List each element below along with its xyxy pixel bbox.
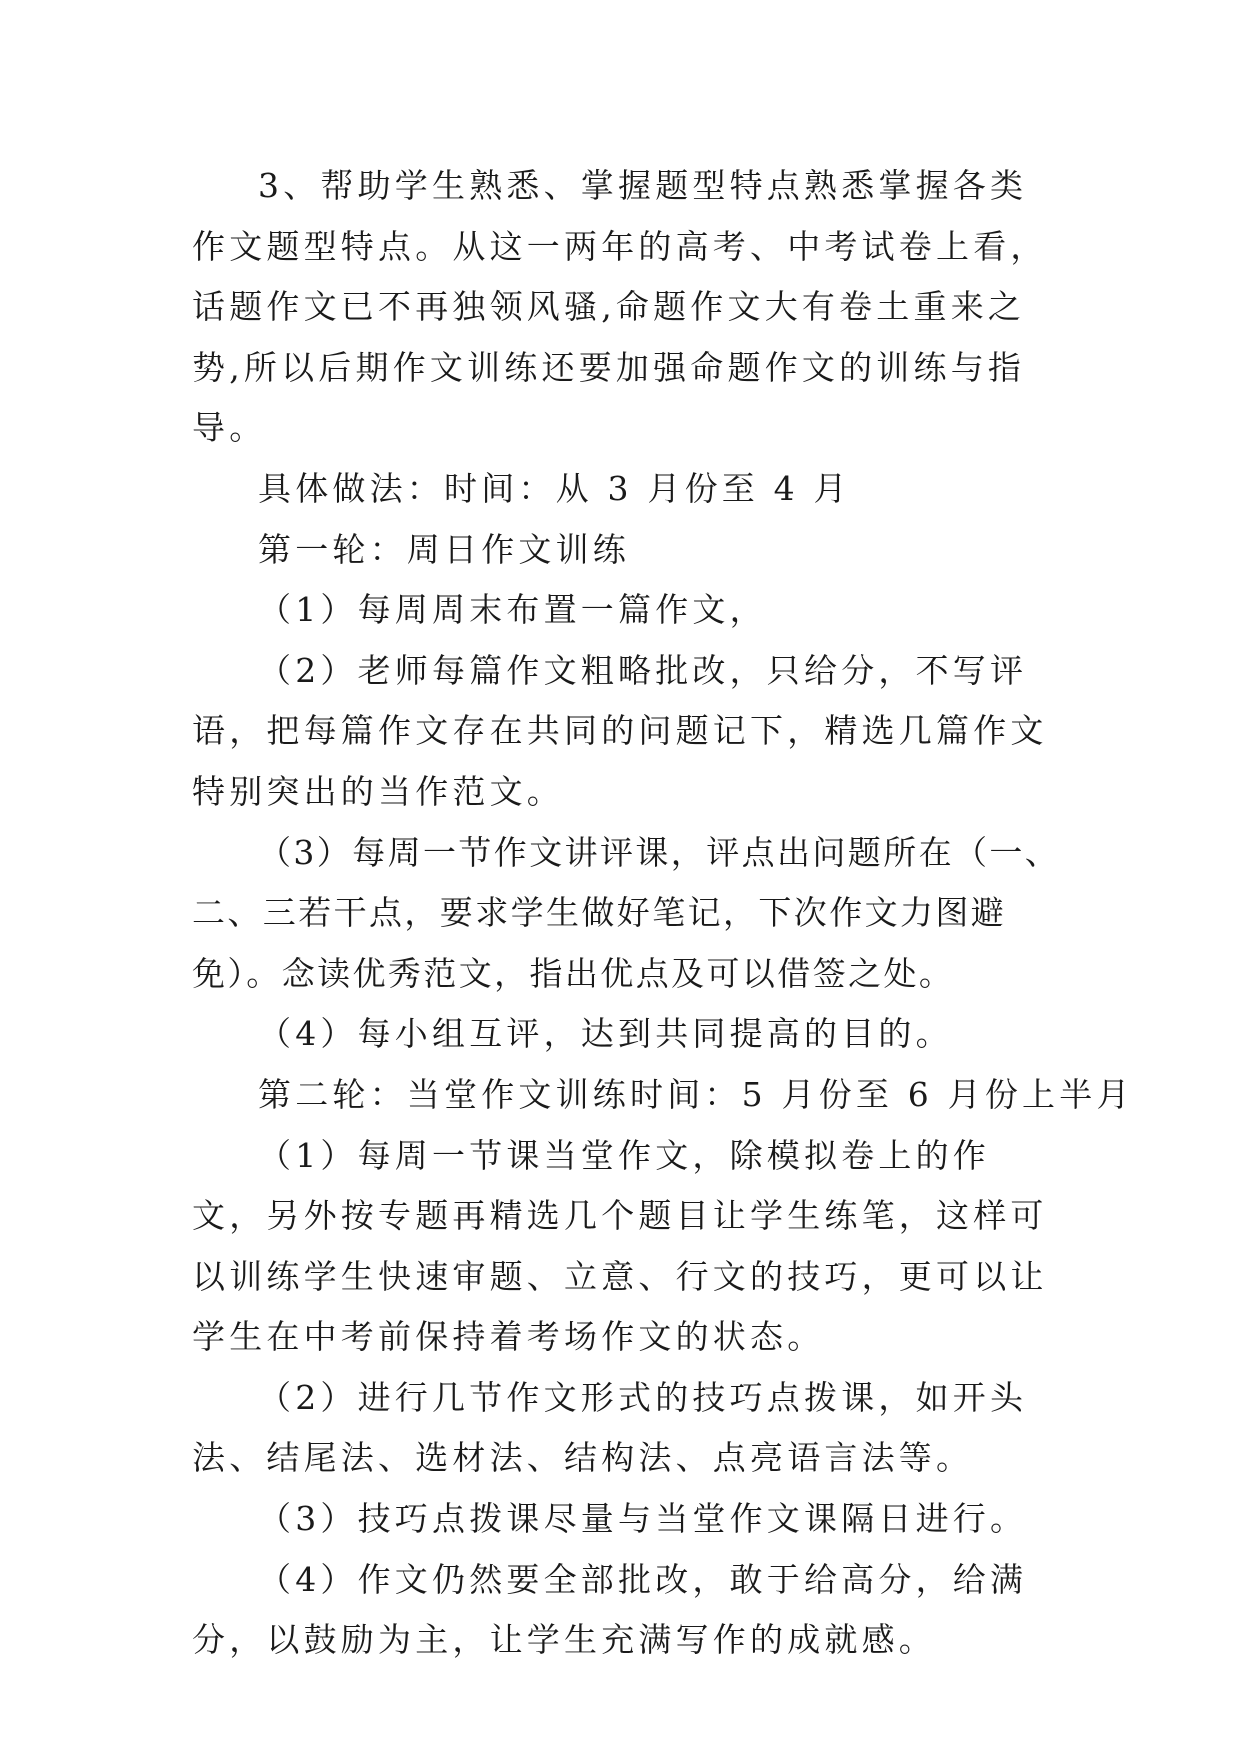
paragraph-round-one-item-2: （2）老师每篇作文粗略批改，只给分，不写评语，把每篇作文存在共同的问题记下，精选几篇作文特别突出的当作范文。 <box>192 650 1048 811</box>
paragraph-skill-goal: 3、帮助学生熟悉、掌握题型特点熟悉掌握各类作文题型特点。从这一两年的高考、中考试卷上看，话题作文已不再独领风骚,命题作文大有卷土重来之势,所以后期作文训练还要加强命题作文的训练与指导。 <box>192 166 1048 448</box>
paragraph-round-one-item-1: （1）每周周末布置一篇作文， <box>258 590 767 630</box>
paragraph-round-two-item-3: （3）技巧点拨课尽量与当堂作文课隔日进行。 <box>258 1499 1028 1539</box>
paragraph-method-time: 具体做法：时间：从 3 月份至 4 月 <box>258 468 851 508</box>
document-body <box>192 156 1134 1671</box>
paragraph-round-one-item-4: （4）每小组互评，达到共同提高的目的。 <box>258 1014 953 1054</box>
paragraph-round-two-item-2: （2）进行几节作文形式的技巧点拨课，如开头法、结尾法、选材法、结构法、点亮语言法等。 <box>192 1377 1028 1478</box>
paragraph-round-one-item-3: （3）每周一节作文讲评课，评点出问题所在（一、二、三若干点，要求学生做好笔记，下次作文力图避免）。念读优秀范文，指出优点及可以借签之处。 <box>192 832 1061 993</box>
paragraph-round-two-item-4: （4）作文仍然要全部批改，敢于给高分，给满分，以鼓励为主，让学生充满写作的成就感。 <box>192 1559 1028 1660</box>
paragraph-round-one-title: 第一轮：周日作文训练 <box>258 529 630 569</box>
paragraph-round-two-title: 第二轮：当堂作文训练时间：5 月份至 6 月份上半月 <box>258 1074 1134 1114</box>
paragraph-round-two-item-1: （1）每周一节课当堂作文，除模拟卷上的作文，另外按专题再精选几个题目让学生练笔，这样可以训练学生快速审题、立意、行文的技巧，更可以让学生在中考前保持着考场作文的状态。 <box>192 1135 1048 1357</box>
